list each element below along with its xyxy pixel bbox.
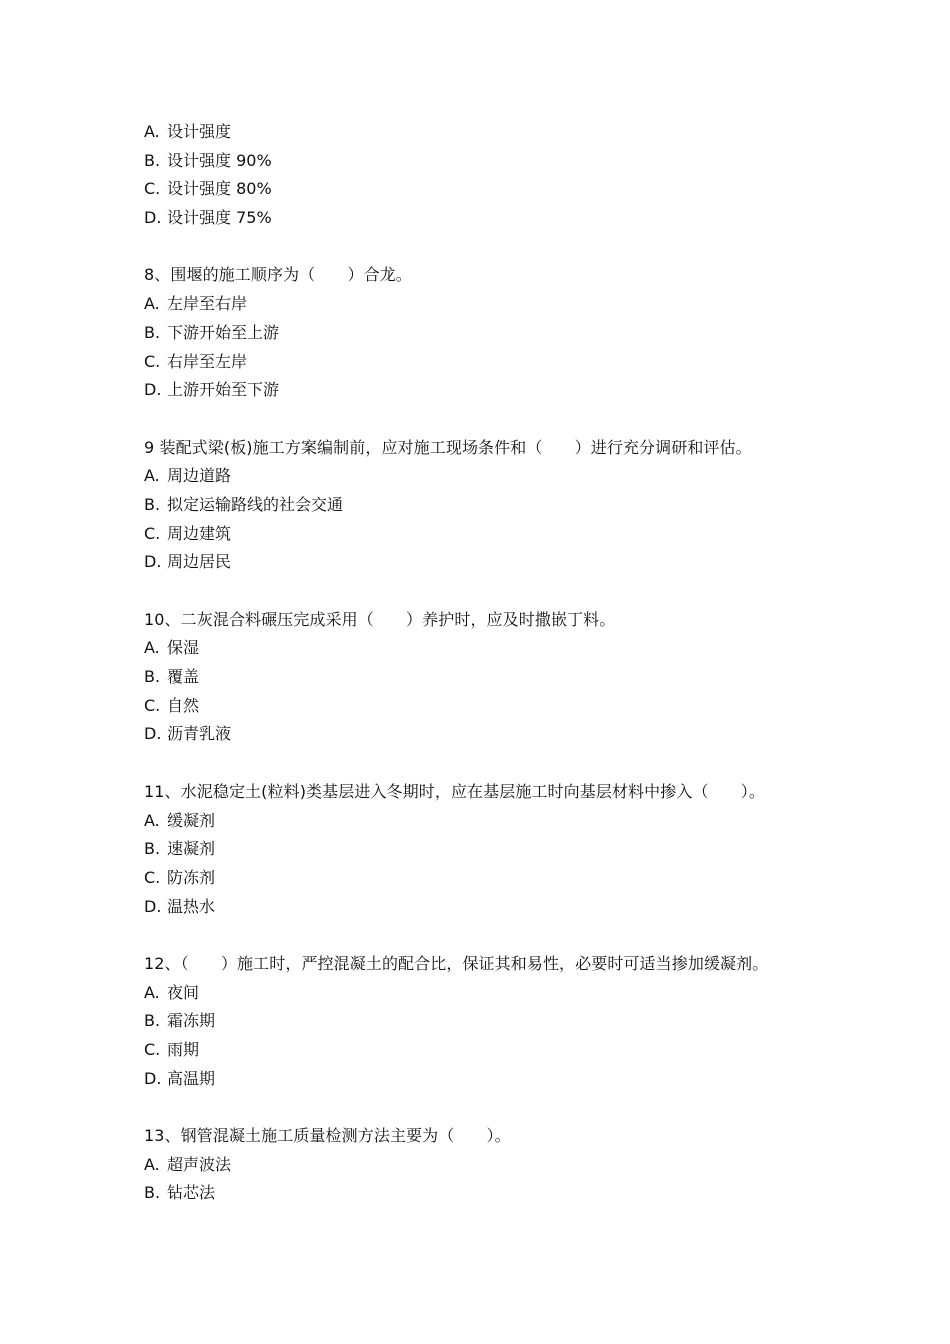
option-a: [144, 1151, 844, 1180]
option-text: 超声波法: [167, 1154, 232, 1174]
option-letter: B.: [144, 494, 161, 514]
option-letter: D.: [144, 1068, 162, 1088]
option-letter: C.: [144, 523, 161, 543]
option-letter: B.: [144, 322, 161, 342]
option-a: [144, 979, 844, 1008]
question-list: [144, 118, 844, 1208]
option-a: [144, 807, 844, 836]
option-c: [144, 1036, 844, 1065]
option-text: 高温期: [167, 1068, 216, 1088]
option-text: 钻芯法: [167, 1183, 216, 1203]
option-c: [144, 520, 844, 549]
option-letter: D.: [144, 380, 162, 400]
option-text: 周边道路: [167, 466, 232, 486]
question-block-11: [144, 778, 844, 921]
option-letter: A.: [144, 810, 160, 830]
option-letter: C.: [144, 695, 161, 715]
option-text: 雨期: [167, 1040, 200, 1059]
question-text: 12、（ ）施工时，严控混凝土的配合比，保证其和易性，必要时可适当掺加缓凝剂。: [144, 953, 769, 973]
option-d: [144, 376, 844, 405]
option-text: 保湿: [167, 638, 200, 658]
option-letter: B.: [144, 1183, 161, 1203]
option-letter: A.: [144, 466, 160, 486]
option-letter: B.: [144, 839, 161, 859]
option-letter: D.: [144, 208, 162, 228]
option-text: 缓凝剂: [167, 810, 216, 830]
option-letter: B.: [144, 150, 161, 170]
option-letter: A.: [144, 122, 160, 141]
option-c: [144, 692, 844, 721]
option-letter: C.: [144, 351, 161, 371]
option-text: 防冻剂: [167, 867, 216, 887]
option-b: [144, 1179, 844, 1208]
option-b: [144, 1007, 844, 1036]
option-c: [144, 348, 844, 377]
question-block-10: [144, 606, 844, 749]
option-letter: A.: [144, 1154, 160, 1174]
option-text: 下游开始至上游: [167, 322, 280, 342]
option-text: 沥青乳液: [167, 724, 232, 744]
option-text: 设计强度 80%: [167, 179, 272, 199]
option-text: 左岸至右岸: [167, 294, 248, 314]
option-text: 设计强度 90%: [167, 150, 272, 170]
option-letter: B.: [144, 667, 161, 687]
option-d: [144, 893, 844, 922]
option-letter: C.: [144, 1040, 161, 1059]
option-b: [144, 147, 844, 176]
option-a: [144, 118, 844, 147]
option-c: [144, 175, 844, 204]
option-d: [144, 1065, 844, 1094]
option-d: [144, 204, 844, 233]
question-block-13: [144, 1122, 844, 1208]
option-text: 拟定运输路线的社会交通: [167, 494, 344, 514]
option-b: [144, 491, 844, 520]
option-text: 覆盖: [167, 667, 200, 687]
option-letter: D.: [144, 552, 162, 572]
option-letter: C.: [144, 179, 161, 199]
question-block-7: [144, 118, 844, 233]
option-text: 温热水: [167, 896, 216, 916]
question-text: 10、二灰混合料碾压完成采用（ ）养护时，应及时撒嵌丁料。: [144, 609, 616, 629]
option-d: [144, 720, 844, 749]
option-text: 设计强度: [167, 122, 232, 141]
option-letter: A.: [144, 294, 160, 314]
option-letter: D.: [144, 724, 162, 744]
question-block-12: [144, 950, 844, 1093]
option-text: 周边建筑: [167, 523, 232, 543]
question-block-9: [144, 434, 844, 577]
question-text: 9 装配式梁(板)施工方案编制前，应对施工现场条件和（ ）进行充分调研和评估。: [144, 437, 752, 457]
option-text: 上游开始至下游: [167, 380, 280, 400]
option-b: [144, 835, 844, 864]
option-b: [144, 319, 844, 348]
question-text: 8、围堰的施工顺序为（ ）合龙。: [144, 265, 412, 285]
question-block-8: [144, 261, 844, 404]
option-letter: C.: [144, 867, 161, 887]
option-a: [144, 462, 844, 491]
option-d: [144, 548, 844, 577]
question-text: 11、水泥稳定土(粒料)类基层进入冬期时，应在基层施工时向基层材料中掺入（ ）。: [144, 781, 765, 801]
option-text: 速凝剂: [167, 839, 216, 859]
option-text: 设计强度 75%: [167, 208, 272, 228]
option-text: 自然: [167, 695, 200, 715]
option-text: 霜冻期: [167, 1011, 216, 1031]
question-text: 13、钢管混凝土施工质量检测方法主要为（ ）。: [144, 1126, 511, 1146]
option-letter: B.: [144, 1011, 161, 1031]
option-a: [144, 634, 844, 663]
option-letter: A.: [144, 638, 160, 658]
option-a: [144, 290, 844, 319]
option-c: [144, 864, 844, 893]
option-text: 夜间: [167, 982, 200, 1002]
option-b: [144, 663, 844, 692]
option-letter: D.: [144, 896, 162, 916]
option-text: 周边居民: [167, 552, 232, 572]
option-text: 右岸至左岸: [167, 351, 248, 371]
option-letter: A.: [144, 982, 160, 1002]
